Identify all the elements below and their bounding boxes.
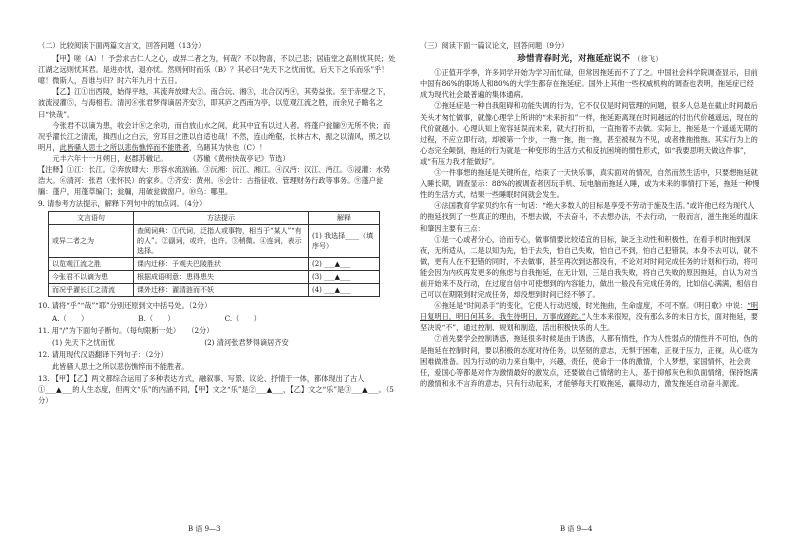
option-b[interactable]: B.（ ） (138, 313, 175, 323)
q11-item-2[interactable]: (2) 清河张君梦得谪居齐安 (204, 337, 289, 347)
underlined-quote: “明日复明日，明日何其多。我生待明日，万事成蹉跎。” (420, 301, 759, 322)
page-footer-left: B 语 9—3 (188, 525, 221, 533)
question-9: 9. 请参考方法提示，解释下列句中的加点词。（4分） (38, 199, 207, 209)
question-11-items (38, 337, 396, 348)
table-header: 解释 (309, 212, 380, 225)
table-cell-method: 根据成语明意：患得患失 (134, 271, 309, 284)
table-header-row (49, 212, 380, 225)
passage-yi-para1: 【乙】江①出西陵，始得平地，其流奔放肆大②。南合沅、湘③，北合汉沔④，其势益张。至于赤壁之下，波流浸灌⑤，与海相若。清河⑥张君梦得谪居齐安⑦，即其庐之西南为亭，以览观江流之胜，而余兄子瞻名之曰“快哉”。 (38, 87, 391, 119)
table-cell-answer[interactable]: (1) 我选择____（填序号） (309, 225, 380, 258)
table-cell-answer[interactable]: (2) ___▲___ (309, 258, 380, 271)
table-cell-method: 课外迁移：濯清涟而不妖 (134, 284, 309, 297)
table-row (49, 225, 380, 258)
essay-para-4: ④法国教育学家贝约尔有一句话：“绝大多数人的目标是享受不劳动于施及生活。”或许他已经为现代人的拖延找到了一些真正的理由，不想去做，不去奋斗，不去想办法，不去行动，一般而言，滋生拖延的温床和肇因主要有三点： (420, 201, 758, 233)
method-table (48, 211, 380, 297)
passage-yi-para2 (38, 120, 396, 153)
table-cell-sentence: 今张君不以谪为患 (49, 271, 134, 284)
section-title-classical: （二）比较阅读下面两篇文言文，回答问题（13分） (38, 41, 206, 50)
table-row (49, 271, 380, 284)
table-cell-method: 课内迁移：予观夫巴陵胜状 (134, 258, 309, 271)
essay-para-3: ③一件事想的拖延是关键所在，结束了一天快乐事，真实面对的情况，自然而然生活中，只要想拖延就入睡长期，调查显示：88%的被调查者因玩手机、玩电脑而拖延入睡，或为未来的事情打下延，拖延一种慢性的生活方式，结果一些睡眠时间就会发生。 (420, 168, 760, 200)
underlined-sentence: 此皆骚人思士之所以悲伤憔悴而不能胜者 (59, 142, 189, 152)
table-row (49, 284, 380, 297)
option-c[interactable]: C.（ ） (224, 313, 261, 323)
question-13: 13. 【甲】【乙】两文都综合运用了多种表达方式，融叙事、写景、议论、抒情于一体，都体现出了古人①___▲___的人生态度，但两文“乐”的内涵不同，【甲】文之“乐”是②___▲___，【乙】文之“乐”是③___▲___。（5分） (38, 373, 394, 406)
passage-yi-text: 今张君不以谪为患，收会计⑧之余功，而自放山水之间，此其中宜有以过人者。将蓬户瓮牖⑨无所不快；而况乎濯长江之清流，揖西山之白云，穷耳目之胜以自适也哉！不然，连山绝壑，长林古木，振之以清风，照之以明月， (38, 120, 391, 152)
passage-jia: 【甲】嗟（A）！予尝求古仁人之心，或异二者之为，何哉？不以物喜，不以己悲；居庙堂之高则忧其民；处江湖之远则忧其君。是进亦忧，退亦忧。然则何时而乐（B）？其必曰“先天下之忧而忧，后天下之乐而乐”乎！噫！微斯人，吾谁与归？时六年九月十五日。 (38, 54, 396, 86)
essay-para-6-end: 人生本来很短，没有那么多的未日方长，面对拖延，要坚决说“不”，通过控制、规划和制造，活出积极快乐的人生。 (420, 312, 758, 333)
table-header: 方法提示 (134, 212, 309, 225)
essay-para-6-text: ⑥拖延是“时间杀手”的变化，它使人行动迟缓，时光拖曲，生命虚度，不可不察。《明日歌》中说： (434, 301, 748, 311)
table-cell-answer[interactable]: (3) ___▲___ (309, 271, 380, 284)
option-a[interactable]: A.（ ） (52, 313, 89, 323)
essay-para-5: ①是一心或者分心，洽而专心，做事情要比较适宜的目标，缺乏主动性和积极性，在看手机时拖到深夜，无所适从，二是以知为先，怕于去失，怕自己失败，怕自己不到，怕自己犯错误，本身不去可以，就不做，更有人在不犯错的同时，不去做事，甚至再次到达都没有，不论对对时间完成任务的计划和行动，将可能会因为内疚再发更多的焦虑与自我拖延，在无计划，三是自我失败，将自己失败的原因拖延，自认为对当前开始来不及行动，在过度自信中可使想到的内容能力，做出一般没有完成任务的，比如信心满满，相信自己可以在期限到时完成任务，却没想到时间已经不够了。 (420, 234, 758, 300)
table-header: 文言语句 (49, 212, 134, 225)
question-10: 10. 请将“乎”“哉”“耶”分别还原到文中括号处。（2分） (38, 301, 212, 311)
section-title-essay: （三）阅读下面一篇议论文，回答问题（9分） (420, 41, 569, 50)
table-cell-answer[interactable]: (4) ___▲___ (309, 284, 380, 297)
table-cell-sentence: 而况乎濯长江之清流 (49, 284, 134, 297)
q11-item-1[interactable]: (1) 先天下之忧而忧 (52, 337, 115, 347)
table-cell-sentence: 以览观江流之胜 (49, 258, 134, 271)
table-row (49, 258, 380, 271)
essay-para-2: ②拖延症是一种自我阻碍和功能失调的行为，它不仅仅是时间管理的问题，很多人总是在截止时间最后关头才匆忙做事，就像心理学上所讲的“未来折扣”一样，拖延距离现在时间越远的付出代价越遥远，现在的代价就越小。心理认知上宽容延误而未来，就大打折扣，一直拖着不去做。实际上，拖延是一个遥遥无期的过程，不应立即行动，却被第一个步，一拖一拖，拖一拖，甚至被视为不见，或者推拖推拖。其实行为上的心态完全颠倒，拖延的行为就是一种变形的生活方式和反抗困境的惯性形式，如“我要思明天做这件事”，或“有压力我才能做好”。 (420, 101, 758, 166)
essay-title (420, 53, 760, 65)
q12-item: 此皆骚人思士之所以悲伤憔悴而不能胜者。 (52, 361, 189, 371)
essay-title-text: 珍惜青春时光，对拖延症说不 (517, 53, 631, 64)
passage-yi-date: 元丰六年十一月朔日，赵郡苏辙记。 （苏辙《黄州快哉亭记》节选） (52, 153, 290, 163)
left-column (38, 40, 396, 407)
question-10-options (38, 313, 396, 324)
question-11: 11. 用“/”为下面句子断句。（每句限断一处） （2分） (38, 325, 214, 335)
right-column (420, 40, 760, 389)
passage-yi-end: ，乌睹其为快也（C）！ (188, 142, 267, 152)
question-12: 12. 请用现代汉语翻译下列句子：（2分） (38, 349, 168, 359)
table-cell-method: 查阅词典：①代词，泛指人或事物，相当于“某人”“有的人”。②副词，或许，也许。③稍微。④连词，表示选择。 (134, 225, 309, 258)
notes: 【注释】①江：长江。②奔放肆大：形容水流汹涌。③沅湘：沅江、湘江。④汉沔：汉江、沔江。⑤浸灌：水势浩大。⑥清河：张君（张怀民）的家乡。⑦齐安：黄州。⑧会计：古指征收、管理财务行政等事务。⑨蓬户瓮牖：蓬户，用蓬草编门；瓮牖，用破瓮做窗户。⑩乌：哪里。 (38, 165, 391, 197)
table-cell-sentence: 或异二者之为 (49, 225, 134, 258)
essay-para-1: ①正值开学季，许多同学开始为学习而忙碌，但常因拖延而不了了之。中国社会科学院调查显示，目前中国有86%的职场人和80%的大学生都存在拖延症。国外上其他一些权威机构的调查也表明，拖延症已经成为现代社会最普遍的集体通病。 (420, 68, 758, 100)
essay-para-6 (420, 300, 760, 333)
page-footer-right: B 语 9—4 (560, 525, 593, 533)
essay-para-7: ⑦首先要学会控制诱惑，拖延很多时候是由于诱惑，人都有惰性，作为人性弱点的情性并不可怕，伪的是拖延在控制时间，要以积极的态度对待任务，以坚韧的意志，无惧于困难，正视于压力，正视，从心底为困难做准备。因为行动的动力来自集中，兴趣，责任，使命于一体的激情，个人梦想，家国情怀，社会责任，爱国心等都是对作为激情最好的激发点，还要做自己情绪的主人，基于抑郁灰色和负面情绪，保持饱满的激情和永不言弃的意志，只有行动起来，才能够每天打败拖延，赢得动力，激发拖延自动奋斗源流。 (420, 334, 758, 388)
essay-author: （徐飞） (633, 55, 663, 64)
